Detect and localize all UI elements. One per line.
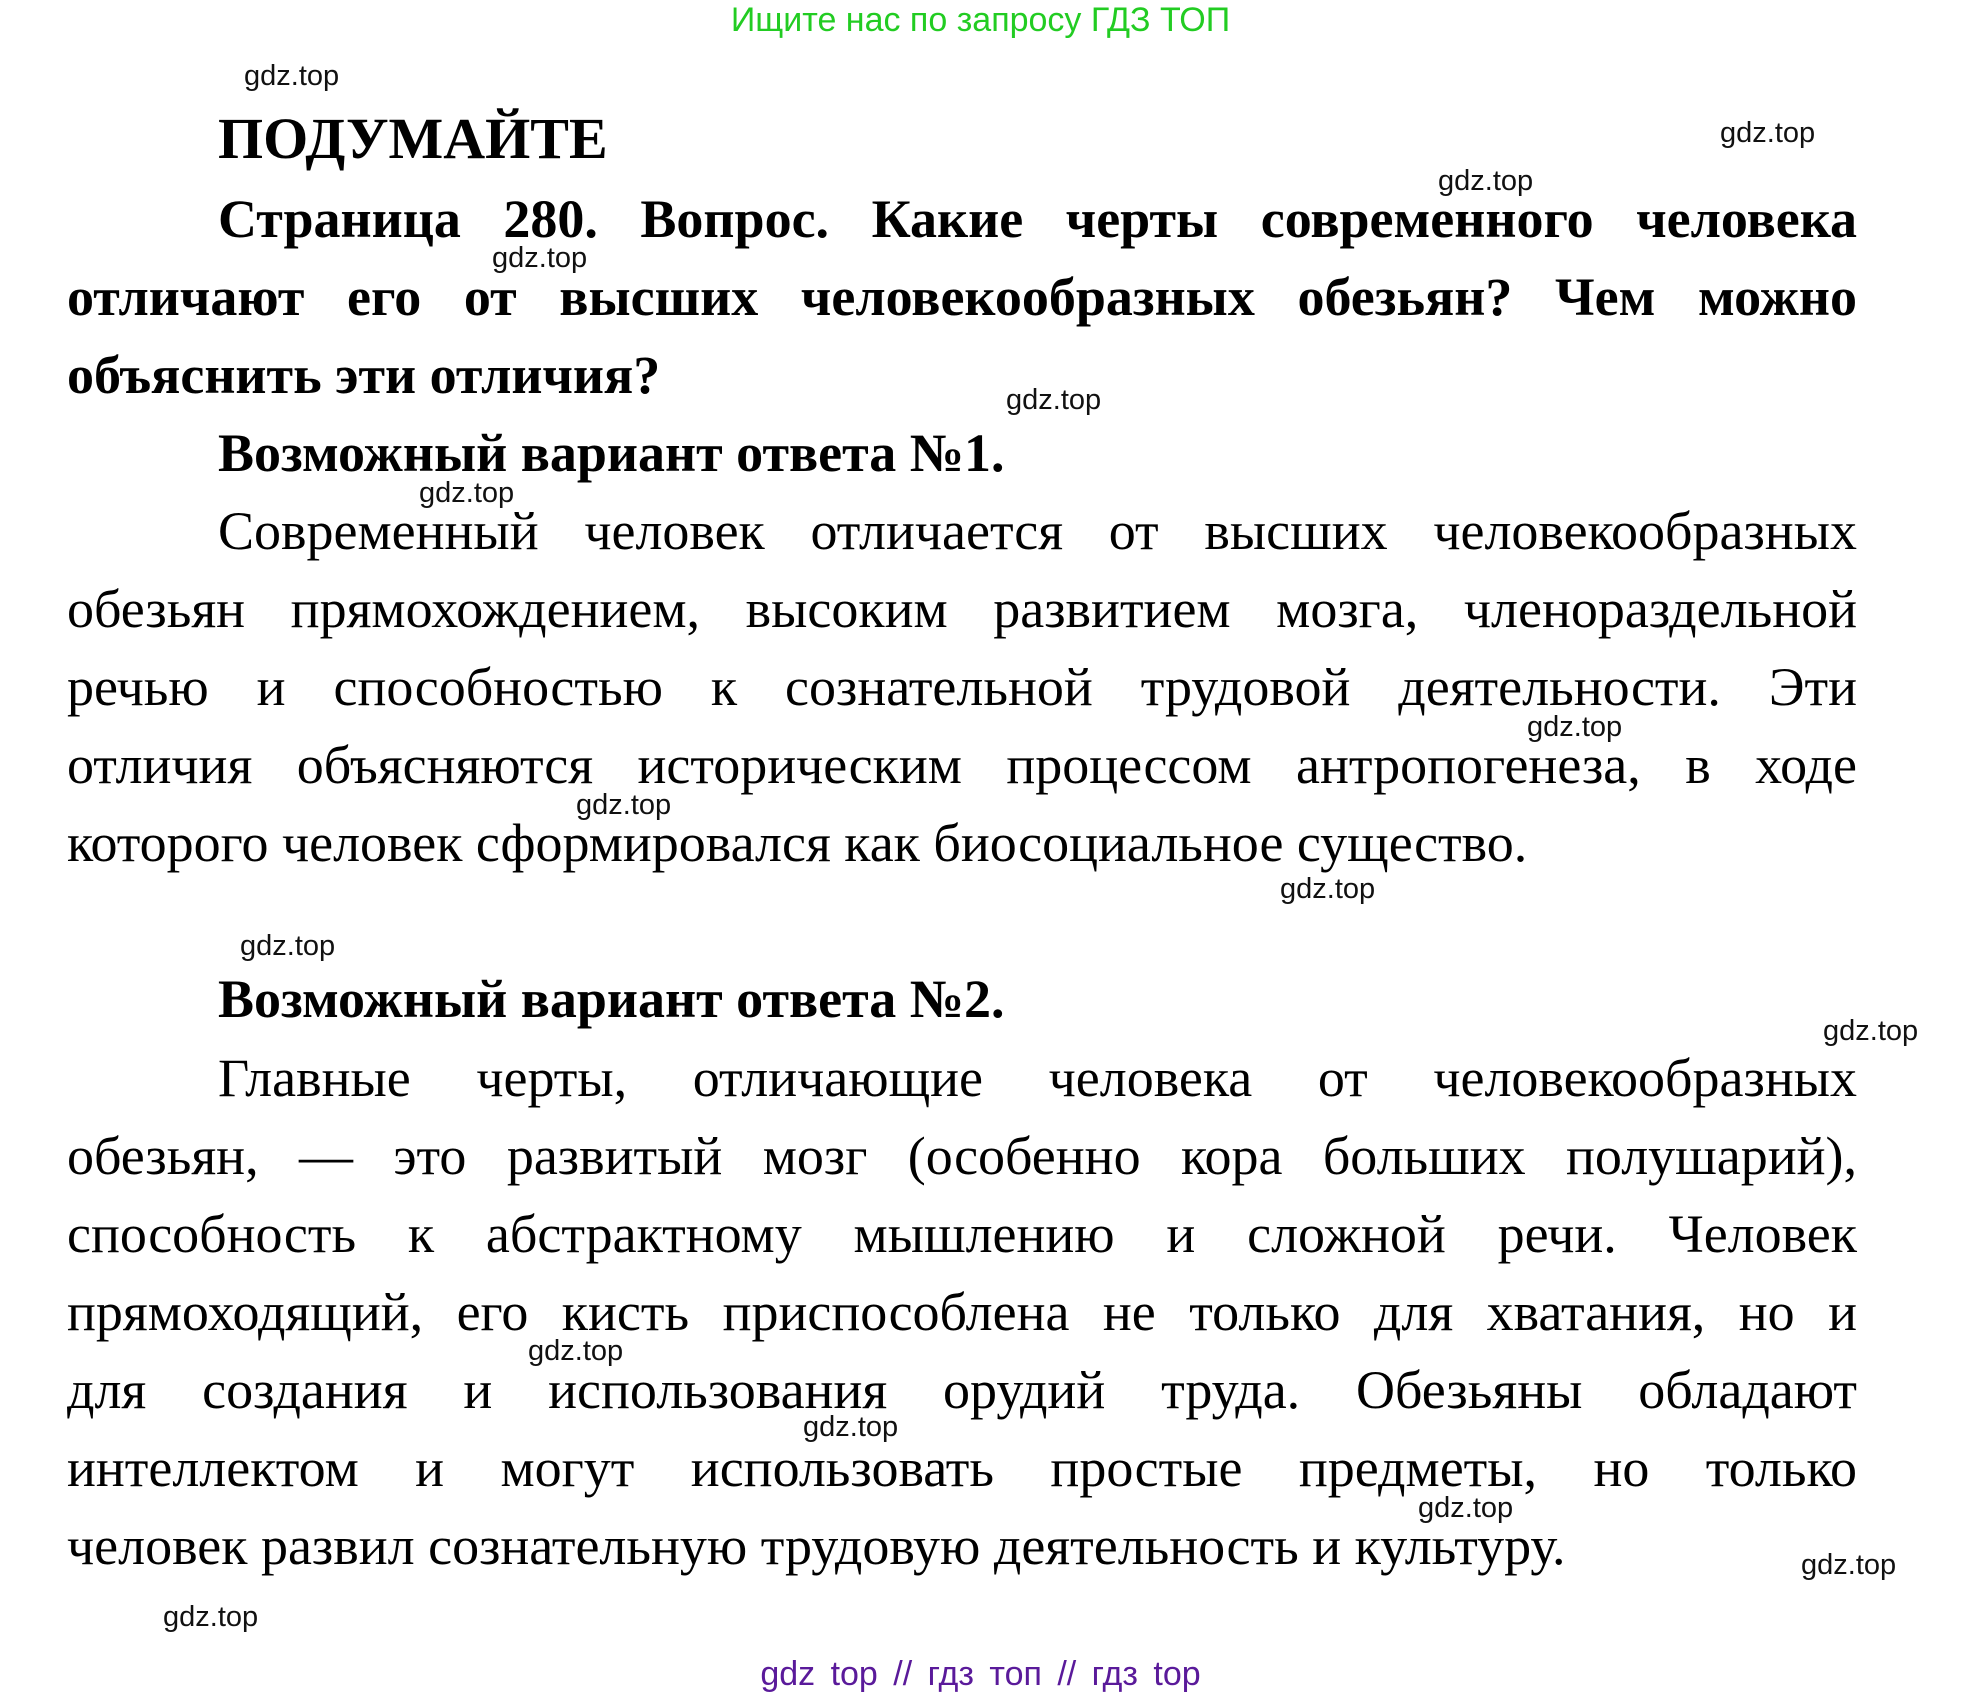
answer-line: обезьян прямохождением, высоким развитием мозга, членораздельной: [67, 579, 1857, 639]
watermark: gdz.top: [244, 60, 340, 92]
answer-line: интеллектом и могут использовать простые предметы, но только: [67, 1438, 1857, 1498]
page-title: ПОДУМАЙТЕ: [218, 106, 608, 171]
answer-line: Главные черты, отличающие человека от человекообразных: [218, 1048, 1857, 1108]
answer-line: речью и способностью к сознательной трудовой деятельности. Эти: [67, 657, 1857, 717]
answer-line: которого человек сформировался как биосоциальное существо.: [67, 813, 1528, 873]
answer-line: человек развил сознательную трудовую деятельность и культуру.: [67, 1516, 1566, 1576]
watermark: gdz.top: [240, 930, 336, 962]
watermark: gdz.top: [803, 1411, 899, 1443]
footer-links[interactable]: gdz top // гдз топ // гдз top: [760, 1655, 1201, 1693]
answer-line: Современный человек отличается от высших человекообразных: [218, 501, 1857, 561]
answer1-paragraph: [67, 492, 1857, 882]
answer-line: отличия объясняются историческим процессом антропогенеза, в ходе: [67, 735, 1857, 795]
watermark: gdz.top: [1527, 711, 1623, 743]
watermark: gdz.top: [576, 789, 672, 821]
watermark: gdz.top: [1280, 873, 1376, 905]
watermark: gdz.top: [419, 477, 515, 509]
question-line: отличают его от высших человекообразных обезьян? Чем можно: [67, 267, 1857, 327]
answer2-paragraph: [67, 1039, 1857, 1585]
question-paragraph: [67, 180, 1857, 414]
watermark: gdz.top: [1823, 1015, 1919, 1047]
question-line: объяснить эти отличия?: [67, 345, 661, 405]
answer-line: прямоходящий, его кисть приспособлена не только для хватания, но и: [67, 1282, 1857, 1342]
watermark: gdz.top: [528, 1335, 624, 1367]
search-banner: Ищите нас по запросу ГДЗ ТОП: [730, 1, 1231, 39]
answer-line: способность к абстрактному мышлению и сложной речи. Человек: [67, 1204, 1857, 1264]
watermark: gdz.top: [1438, 165, 1534, 197]
watermark: gdz.top: [1720, 117, 1816, 149]
watermark: gdz.top: [163, 1601, 259, 1633]
answer2-heading: Возможный вариант ответа №2.: [218, 969, 1005, 1029]
answer-line: обезьян, — это развитый мозг (особенно кора больших полушарий),: [67, 1126, 1857, 1186]
watermark: gdz.top: [492, 242, 588, 274]
answer1-heading: Возможный вариант ответа №1.: [218, 423, 1005, 483]
question-line: Страница 280. Вопрос. Какие черты современного человека: [218, 189, 1857, 249]
watermark: gdz.top: [1006, 384, 1102, 416]
watermark: gdz.top: [1418, 1492, 1514, 1524]
answer-line: для создания и использования орудий труда. Обезьяны обладают: [67, 1360, 1857, 1420]
watermark: gdz.top: [1801, 1549, 1897, 1581]
